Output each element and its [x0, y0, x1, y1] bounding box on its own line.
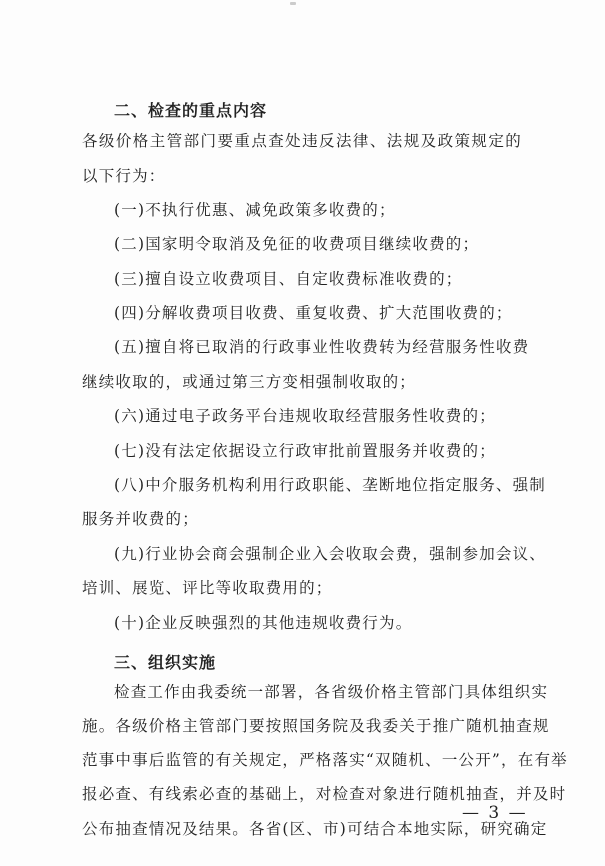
- page-number: — 3 —: [462, 803, 528, 823]
- list-item: (六)通过电子政务平台违规收取经营服务性收费的；: [114, 407, 496, 425]
- paragraph-line: 以下行为：: [82, 167, 166, 185]
- list-item: (二)国家明令取消及免征的收费项目继续收费的；: [114, 235, 480, 253]
- list-item: (四)分解收费项目收费、重复收费、扩大范围收费的；: [114, 304, 513, 322]
- list-item: (十)企业反映强烈的其他违规收费行为。: [114, 614, 413, 632]
- paragraph-line: 检查工作由我委统一部署，各省级价格主管部门具体组织实: [114, 683, 549, 701]
- list-item: (九)行业协会商会强制企业入会收取会费，强制参加会议、: [114, 545, 546, 563]
- scan-mark: [290, 2, 296, 5]
- list-item: (三)擅自设立收费项目、自定收费标准收费的；: [114, 270, 463, 288]
- list-item-continuation: 培训、展览、评比等收取费用的；: [82, 579, 333, 597]
- paragraph-line: 施。各级价格主管部门要按照国务院及我委关于推广随机抽查规: [82, 717, 550, 735]
- list-item: (一)不执行优惠、减免政策多收费的；: [114, 201, 396, 219]
- section-3-title: 三、组织实施: [114, 653, 217, 672]
- list-item: (五)擅自将已取消的行政事业性收费转为经营服务性收费: [114, 338, 530, 356]
- list-item: (八)中介服务机构利用行政职能、垄断地位指定服务、强制: [114, 476, 546, 494]
- list-item-continuation: 继续收取的，或通过第三方变相强制收取的；: [82, 373, 417, 391]
- paragraph-line: 报必查、有线索必查的基础上，对检查对象进行随机抽查，并及时: [82, 785, 567, 803]
- paragraph-line: 范事中事后监管的有关规定，严格落实“双随机、一公开”，在有举: [82, 751, 568, 769]
- section-2-title: 二、检查的重点内容: [114, 101, 268, 120]
- paragraph-line: 各级价格主管部门要重点查处违反法律、法规及政策规定的: [82, 132, 522, 150]
- list-item-continuation: 服务并收费的；: [82, 510, 199, 528]
- paragraph-line: 公布抽查情况及结果。各省(区、市)可结合本地实际，研究确定: [82, 820, 548, 838]
- list-item: (七)没有法定依据设立行政审批前置服务并收费的；: [114, 442, 496, 460]
